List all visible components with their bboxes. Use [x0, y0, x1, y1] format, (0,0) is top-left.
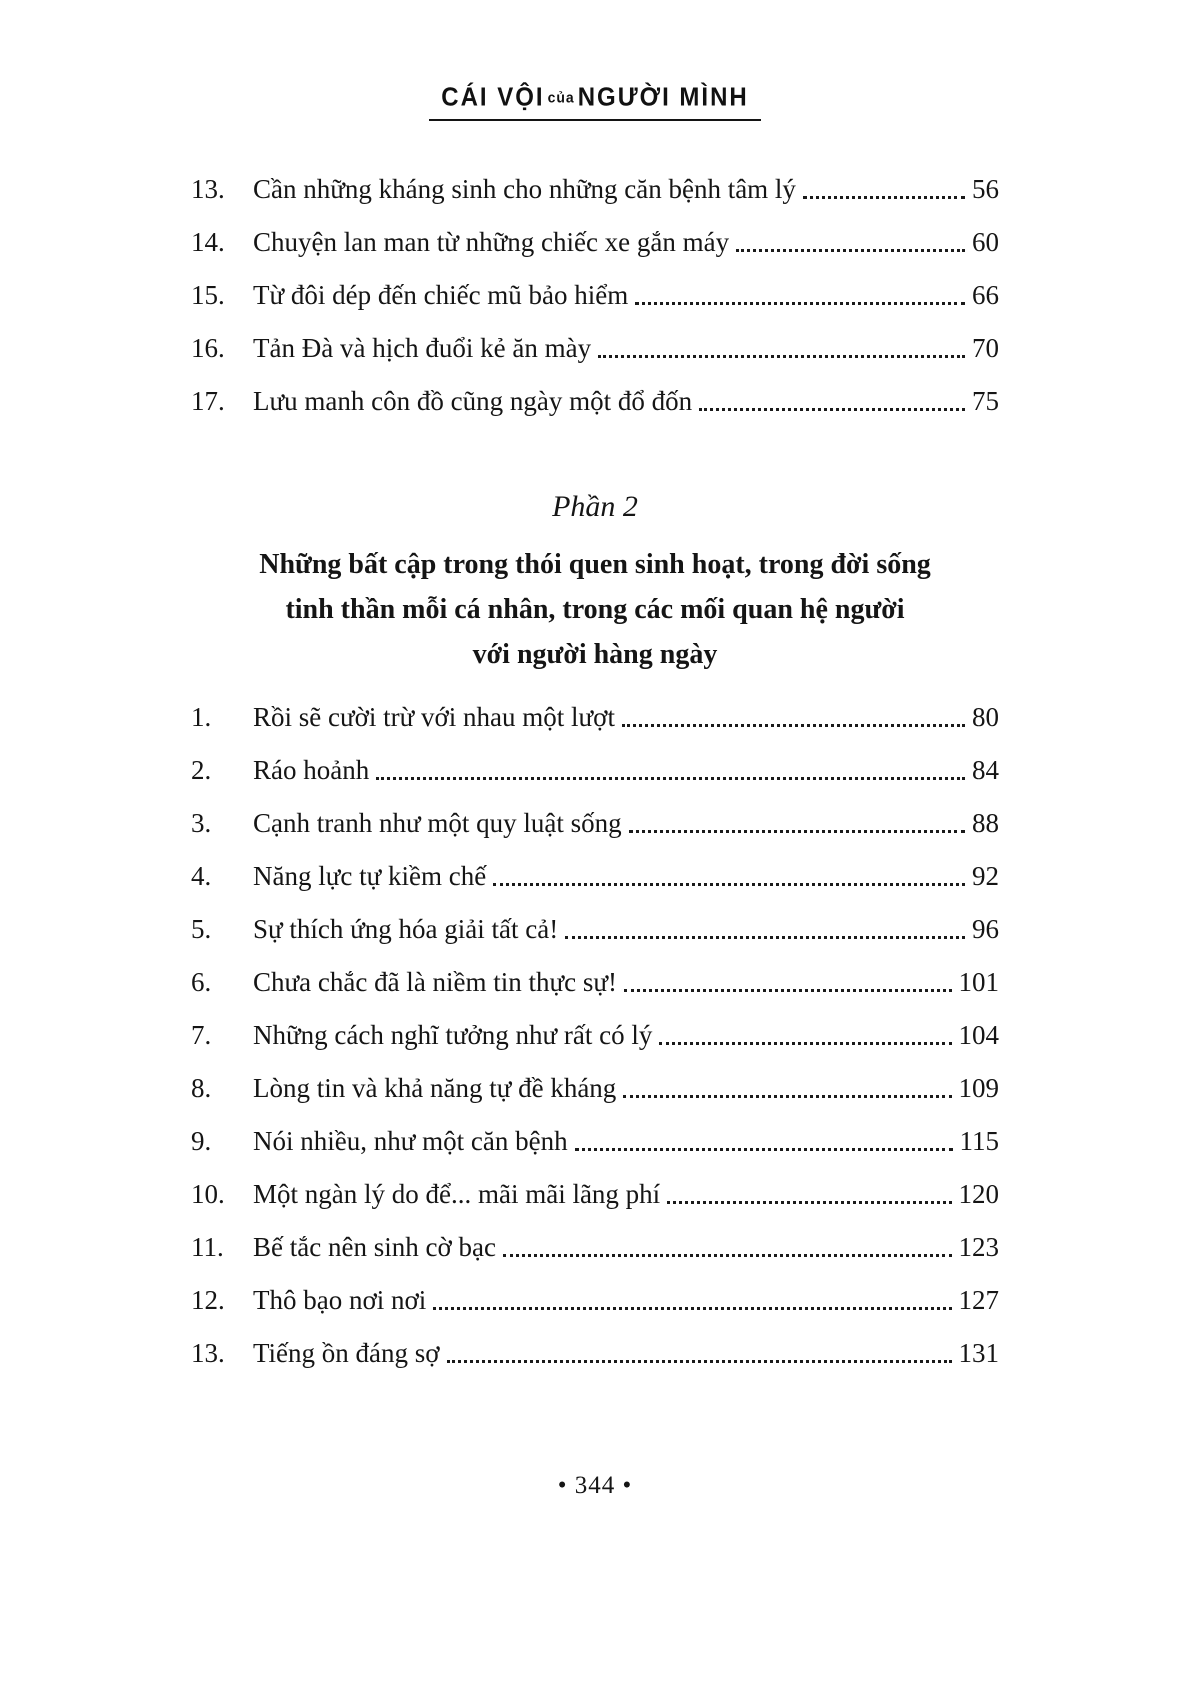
book-title-connector: của — [547, 88, 575, 106]
toc-entry-number: 6. — [191, 967, 212, 997]
dot-leader — [621, 1062, 953, 1115]
toc-entry-title: Từ đôi dép đến chiếc mũ bảo hiểm — [253, 280, 629, 310]
book-title-logo — [441, 83, 749, 113]
toc-entry-page: 70 — [972, 333, 999, 363]
dot-leader — [627, 797, 967, 850]
toc-entry-page: 115 — [959, 1126, 999, 1156]
toc-entry — [191, 797, 999, 850]
toc-entry — [191, 322, 999, 375]
dot-leader — [431, 1274, 953, 1327]
toc-entry — [191, 903, 999, 956]
part2-heading-line: tinh thần mỗi cá nhân, trong các mối quan hệ người — [285, 594, 905, 625]
toc-entry — [191, 1168, 999, 1221]
toc-entry-title: Bế tắc nên sinh cờ bạc — [253, 1232, 496, 1262]
toc-entry-title: Lòng tin và khả năng tự đề kháng — [253, 1073, 617, 1103]
toc-entry-number: 1. — [191, 702, 212, 732]
dot-leader — [622, 956, 953, 1009]
toc-entry-number: 2. — [191, 755, 212, 785]
toc-list-part2 — [191, 691, 999, 1380]
toc-entry-title: Cần những kháng sinh cho những căn bệnh tâm lý — [253, 174, 796, 204]
toc-entry-page: 60 — [972, 227, 999, 257]
toc-entry-number: 3. — [191, 808, 212, 838]
toc-entry-number: 10. — [191, 1179, 225, 1209]
toc-entry-page: 56 — [972, 174, 999, 204]
toc-entry — [191, 1062, 999, 1115]
dot-leader — [374, 744, 967, 797]
dot-leader — [801, 163, 967, 216]
toc-entry-page: 101 — [958, 967, 999, 997]
part2-heading-line: Những bất cập trong thói quen sinh hoạt, trong đời sống — [259, 549, 931, 580]
toc-entry-title: Một ngàn lý do để... mãi mãi lãng phí — [253, 1179, 661, 1209]
book-header — [0, 84, 1190, 121]
toc-entry — [191, 163, 999, 216]
book-title-part2: NGƯỜI MÌNH — [577, 82, 749, 113]
toc-entry-page: 80 — [972, 702, 999, 732]
toc-entry-page: 120 — [958, 1179, 999, 1209]
toc-entry — [191, 1115, 999, 1168]
toc-entry-page: 104 — [958, 1020, 999, 1050]
toc-entry-number: 17. — [191, 386, 225, 416]
dot-leader — [491, 850, 967, 903]
toc-entry-number: 13. — [191, 174, 225, 204]
toc-entry-number: 9. — [191, 1126, 212, 1156]
toc-entry-number: 13. — [191, 1338, 225, 1368]
toc-entry-number: 4. — [191, 861, 212, 891]
dot-leader — [665, 1168, 953, 1221]
toc-entry — [191, 1327, 999, 1380]
page-number-footer: • 344 • — [557, 1472, 633, 1499]
toc-entry-number: 14. — [191, 227, 225, 257]
toc-entry-number: 16. — [191, 333, 225, 363]
toc-entry-page: 127 — [958, 1285, 999, 1315]
toc-entry-number: 8. — [191, 1073, 212, 1103]
toc-entry-page: 96 — [972, 914, 999, 944]
toc-entry-title: Cạnh tranh như một quy luật sống — [253, 808, 622, 838]
dot-leader — [573, 1115, 955, 1168]
toc-entry — [191, 1274, 999, 1327]
toc-entry-page: 92 — [972, 861, 999, 891]
toc-entry-title: Chuyện lan man từ những chiếc xe gắn máy — [253, 227, 730, 257]
toc-entry-title: Tiếng ồn đáng sợ — [253, 1338, 440, 1368]
toc-entry-title: Tản Đà và hịch đuổi kẻ ăn mày — [253, 333, 592, 363]
toc-entry-number: 12. — [191, 1285, 225, 1315]
book-title-part1: CÁI VỘI — [441, 82, 545, 113]
toc-entry-page: 123 — [958, 1232, 999, 1262]
toc-entry — [191, 956, 999, 1009]
dot-leader — [445, 1327, 954, 1380]
toc-entry — [191, 744, 999, 797]
dot-leader — [657, 1009, 953, 1062]
header-divider-rule — [429, 119, 761, 121]
toc-entry — [191, 269, 999, 322]
toc-entry — [191, 850, 999, 903]
dot-leader — [620, 691, 967, 744]
toc-list-part1 — [191, 163, 999, 428]
part2-heading — [165, 542, 1025, 677]
toc-entry-title: Chưa chắc đã là niềm tin thực sự! — [253, 967, 618, 997]
toc-entry-page: 109 — [958, 1073, 999, 1103]
toc-entry-page: 84 — [972, 755, 999, 785]
toc-entry-number: 11. — [191, 1232, 224, 1262]
toc-entry-title: Lưu manh côn đồ cũng ngày một đổ đốn — [253, 386, 693, 416]
dot-leader — [596, 322, 967, 375]
toc-entry-number: 15. — [191, 280, 225, 310]
dot-leader — [501, 1221, 954, 1274]
toc-entry — [191, 375, 999, 428]
toc-entry-title: Rồi sẽ cười trừ với nhau một lượt — [253, 702, 615, 732]
toc-entry-title: Sự thích ứng hóa giải tất cả! — [253, 914, 559, 944]
toc-entry-title: Những cách nghĩ tưởng như rất có lý — [253, 1020, 653, 1050]
toc-entry-page: 131 — [958, 1338, 999, 1368]
toc-entry-page: 75 — [972, 386, 999, 416]
dot-leader — [563, 903, 967, 956]
toc-entry-page: 66 — [972, 280, 999, 310]
toc-entry-number: 5. — [191, 914, 212, 944]
toc-entry-title: Nói nhiều, như một căn bệnh — [253, 1126, 568, 1156]
toc-entry — [191, 1221, 999, 1274]
toc-entry-number: 7. — [191, 1020, 212, 1050]
part2-heading-line: với người hàng ngày — [472, 639, 718, 670]
toc-entry — [191, 1009, 999, 1062]
toc-entry — [191, 691, 999, 744]
dot-leader — [697, 375, 967, 428]
toc-entry — [191, 216, 999, 269]
toc-entry-page: 88 — [972, 808, 999, 838]
toc-entry-title: Thô bạo nơi nơi — [253, 1285, 427, 1315]
part2-label: Phần 2 — [552, 490, 638, 523]
toc-entry-title: Ráo hoảnh — [253, 755, 370, 785]
dot-leader — [734, 216, 967, 269]
toc-entry-title: Năng lực tự kiềm chế — [253, 861, 487, 891]
dot-leader — [633, 269, 967, 322]
